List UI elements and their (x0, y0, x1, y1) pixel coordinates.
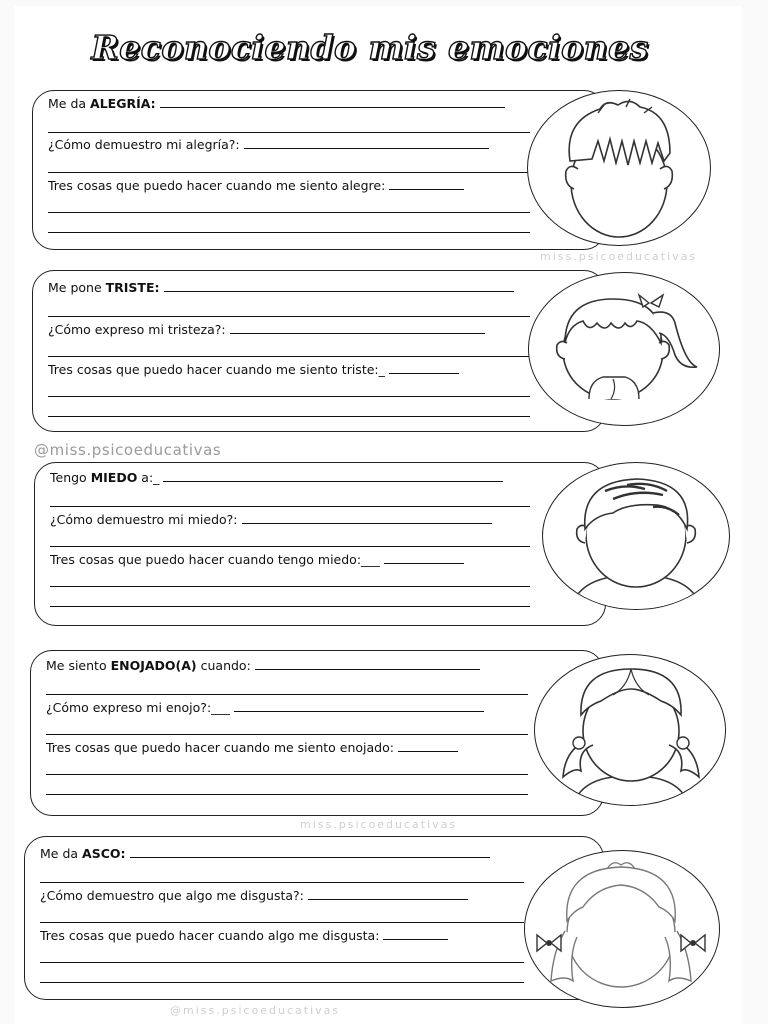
prompt-pre: Me pone (48, 280, 106, 295)
section-miedo (0, 462, 768, 642)
boy-wavy-hair-face-icon (543, 463, 729, 609)
three-things-text: Tres cosas que puedo hacer cuando tengo miedo:___ (50, 552, 380, 567)
answer-blank[interactable] (40, 982, 524, 983)
question-text: ¿Cómo expreso mi tristeza?: (48, 322, 226, 337)
prompt-pre: Tengo (50, 470, 91, 485)
question-text: ¿Cómo expreso mi enojo?:___ (46, 700, 230, 715)
section-enojado (0, 650, 768, 830)
question-line (48, 137, 530, 153)
answer-blank[interactable] (48, 416, 530, 417)
answer-blank[interactable] (50, 586, 530, 587)
worksheet-title: Reconociendo mis emociones (91, 28, 649, 67)
three-things-line (46, 740, 530, 756)
answer-blank[interactable] (50, 546, 530, 547)
three-things-line (48, 178, 532, 194)
question-text: ¿Cómo demuestro mi alegría?: (48, 137, 240, 152)
three-things-text: Tres cosas que puedo hacer cuando me siento alegre: (48, 178, 386, 193)
answer-blank[interactable] (389, 178, 464, 190)
prompt-line (40, 846, 524, 862)
girl-ponytail-face-icon (529, 273, 719, 425)
prompt-pre: Me da (48, 96, 91, 111)
section-alegria (0, 88, 768, 268)
three-things-line (40, 928, 524, 944)
answer-blank[interactable] (383, 928, 448, 940)
section-card (30, 650, 604, 816)
answer-blank[interactable] (40, 882, 524, 883)
answer-blank[interactable] (48, 232, 530, 233)
answer-blank[interactable] (230, 322, 485, 334)
section-card (32, 90, 606, 250)
answer-blank[interactable] (48, 316, 530, 317)
three-things-text: Tres cosas que puedo hacer cuando algo me disgusta: (40, 928, 380, 943)
face-portrait (534, 654, 726, 806)
section-asco (0, 836, 768, 1016)
three-things-line (48, 362, 532, 378)
section-triste (0, 270, 768, 450)
face-portrait (542, 462, 730, 610)
section-card (34, 462, 606, 626)
question-line (50, 512, 530, 528)
answer-blank[interactable] (48, 172, 530, 173)
answer-blank[interactable] (48, 396, 530, 397)
answer-blank[interactable] (48, 356, 530, 357)
three-things-text: Tres cosas que puedo hacer cuando me siento enojado: (46, 740, 394, 755)
face-portrait (528, 272, 720, 426)
emotion-label: ALEGRÍA: (90, 96, 156, 111)
question-line (46, 700, 528, 716)
girl-bows-face-icon (525, 851, 719, 1007)
three-things-line (50, 552, 534, 568)
faint-watermark: miss.psicoeducativas (300, 818, 458, 831)
answer-blank[interactable] (50, 606, 530, 607)
emotion-label: ENOJADO(A) (110, 658, 197, 673)
answer-blank[interactable] (398, 740, 458, 752)
prompt-line (50, 470, 530, 486)
answer-blank[interactable] (242, 512, 492, 524)
answer-blank[interactable] (160, 96, 505, 108)
faint-watermark: miss.psicoeducativas (540, 250, 698, 263)
prompt-pre: Me da (40, 846, 83, 861)
answer-blank[interactable] (244, 137, 489, 149)
prompt-pre: Me siento (46, 658, 111, 673)
answer-blank[interactable] (48, 132, 530, 133)
answer-blank[interactable] (384, 552, 464, 564)
girl-pigtails-face-icon (535, 655, 725, 805)
answer-blank[interactable] (50, 506, 530, 507)
three-things-text: Tres cosas que puedo hacer cuando me siento triste:_ (48, 362, 385, 377)
prompt-line (48, 280, 530, 296)
answer-blank[interactable] (130, 846, 490, 858)
prompt-line (46, 658, 528, 674)
emotion-label: MIEDO (90, 470, 138, 485)
prompt-post: cuando: (196, 658, 251, 673)
answer-blank[interactable] (164, 280, 514, 292)
answer-blank[interactable] (163, 470, 503, 482)
answer-blank[interactable] (255, 658, 480, 670)
watermark: @miss.psicoeducativas (34, 441, 222, 459)
answer-blank[interactable] (389, 362, 459, 374)
face-portrait (524, 850, 720, 1008)
faint-watermark: @miss.psicoeducativas (170, 1004, 341, 1017)
answer-blank[interactable] (46, 694, 528, 695)
answer-blank[interactable] (46, 774, 528, 775)
question-line (40, 888, 524, 904)
question-line (48, 322, 530, 338)
boy-spiky-hair-face-icon (528, 91, 710, 245)
face-portrait (527, 90, 711, 246)
answer-blank[interactable] (46, 794, 528, 795)
question-text: ¿Cómo demuestro que algo me disgusta?: (40, 888, 304, 903)
prompt-post: a:_ (137, 470, 160, 485)
answer-blank[interactable] (40, 962, 524, 963)
answer-blank[interactable] (48, 212, 530, 213)
emotion-label: TRISTE: (105, 280, 160, 295)
answer-blank[interactable] (46, 734, 528, 735)
answer-blank[interactable] (40, 922, 524, 923)
emotion-label: ASCO: (82, 846, 126, 861)
answer-blank[interactable] (308, 888, 468, 900)
answer-blank[interactable] (234, 700, 484, 712)
question-text: ¿Cómo demuestro mi miedo?: (50, 512, 238, 527)
prompt-line (48, 96, 530, 112)
